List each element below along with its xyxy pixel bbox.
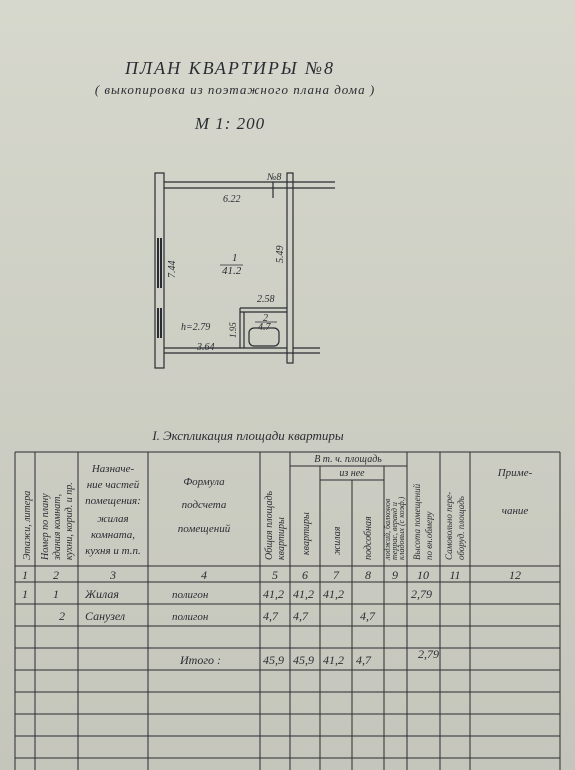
dim-right: 5.49 bbox=[275, 245, 286, 263]
header-purpose-e: комната, bbox=[90, 529, 136, 541]
dim-bath-height: 1.95 bbox=[228, 322, 238, 338]
dim-bath-width: 2.58 bbox=[257, 294, 275, 305]
col-num: 3 bbox=[110, 568, 116, 582]
cell-purpose: Санузел bbox=[85, 609, 126, 623]
col-num: 12 bbox=[509, 568, 521, 582]
cell-formula: полигон bbox=[172, 611, 209, 623]
cell-aux: 4,7 bbox=[360, 609, 375, 623]
table-row bbox=[59, 609, 376, 623]
header-total-a: Общая площадь bbox=[264, 490, 275, 560]
header-total-b: квартиры bbox=[276, 517, 287, 560]
header-formula-b: подсчета bbox=[181, 499, 227, 511]
col-num: 5 bbox=[272, 568, 278, 582]
cell-apt: 4,7 bbox=[293, 609, 308, 623]
cell-apt: 41,2 bbox=[293, 587, 314, 601]
header-num-c: кухни, корид. и пр. bbox=[64, 482, 75, 560]
header-floors: Этажи, литера bbox=[22, 490, 33, 560]
header-purpose-c: помещения: bbox=[85, 495, 141, 507]
total-height: 2,79 bbox=[418, 647, 439, 661]
header-living: жилая bbox=[332, 526, 343, 555]
cell-num: 1 bbox=[53, 587, 59, 601]
cell-formula: полигон bbox=[172, 589, 209, 601]
header-aux: подсобная bbox=[363, 516, 374, 560]
header-sub: из нее bbox=[339, 468, 365, 479]
header-formula-c: помещений bbox=[177, 523, 231, 535]
total-row bbox=[179, 647, 439, 667]
room1-number: 1 bbox=[232, 252, 238, 264]
col-num: 11 bbox=[449, 568, 461, 582]
header-purpose-a: Назначе- bbox=[91, 463, 135, 475]
col-num: 9 bbox=[392, 568, 398, 582]
header-loggia-a: лоджий, балконов bbox=[383, 498, 392, 560]
header-unauth-b: оборуд. площадь bbox=[456, 496, 466, 560]
room1-area: 41.2 bbox=[222, 265, 242, 277]
apartment-tag: №8 bbox=[267, 172, 282, 183]
header-note-a: Приме- bbox=[497, 467, 533, 479]
page-subtitle: ( выкопировка из поэтажного плана дома ) bbox=[94, 82, 376, 97]
cell-num: 2 bbox=[59, 609, 65, 623]
header-num-a: Номер по плану bbox=[40, 493, 51, 560]
total-aux: 4,7 bbox=[356, 653, 371, 667]
cell-total: 4,7 bbox=[263, 609, 278, 623]
total-apt: 45,9 bbox=[293, 653, 314, 667]
col-num: 2 bbox=[53, 568, 59, 582]
header-purpose-b: ние частей bbox=[86, 479, 140, 491]
header-purpose-f: кухня и т.п. bbox=[85, 545, 141, 557]
col-num: 4 bbox=[201, 568, 207, 582]
header-apt: квартиры bbox=[301, 512, 312, 555]
room2-number: 2 bbox=[263, 313, 268, 324]
dim-bottom: 3.64 bbox=[197, 342, 215, 353]
dim-left: 7.44 bbox=[167, 260, 178, 278]
header-formula-a: Формула bbox=[183, 476, 225, 488]
col-num: 6 bbox=[302, 568, 308, 582]
table-row bbox=[22, 587, 432, 601]
col-num: 7 bbox=[333, 568, 339, 582]
col-num: 8 bbox=[365, 568, 371, 582]
cell-floor: 1 bbox=[22, 587, 28, 601]
col-num: 10 bbox=[417, 568, 429, 582]
header-num-b: здания комнат, bbox=[52, 493, 63, 560]
scale-label: М 1: 200 bbox=[194, 114, 266, 133]
total-label: Итого : bbox=[180, 653, 222, 667]
cell-living: 41,2 bbox=[323, 587, 344, 601]
col-num: 1 bbox=[22, 568, 28, 582]
cell-total: 41,2 bbox=[263, 587, 284, 601]
header-height-a: Высота помещений bbox=[412, 483, 422, 560]
dim-top: 6.22 bbox=[223, 194, 241, 205]
header-loggia-c: кладовых (с коэф.) bbox=[397, 496, 406, 560]
header-purpose-d: жилая bbox=[97, 513, 129, 525]
total-living: 41,2 bbox=[323, 653, 344, 667]
page-title: ПЛАН КВАРТИРЫ №8 bbox=[124, 58, 336, 78]
total-total: 45,9 bbox=[263, 653, 284, 667]
header-loggia-b: террас, веранд и bbox=[390, 502, 399, 560]
header-height-b: по вн.обмеру bbox=[424, 511, 434, 560]
section-title: I. Экспликация площади квартиры bbox=[152, 428, 344, 443]
header-unauth-a: Самовольно пере- bbox=[444, 491, 454, 560]
header-group: В т. ч. площадь bbox=[314, 454, 382, 465]
room2-area: 4.7 bbox=[258, 322, 271, 333]
ceiling-height: h=2.79 bbox=[181, 322, 211, 333]
cell-purpose: Жилая bbox=[85, 587, 119, 601]
cell-height: 2,79 bbox=[411, 587, 432, 601]
header-note-b: чание bbox=[501, 505, 529, 517]
